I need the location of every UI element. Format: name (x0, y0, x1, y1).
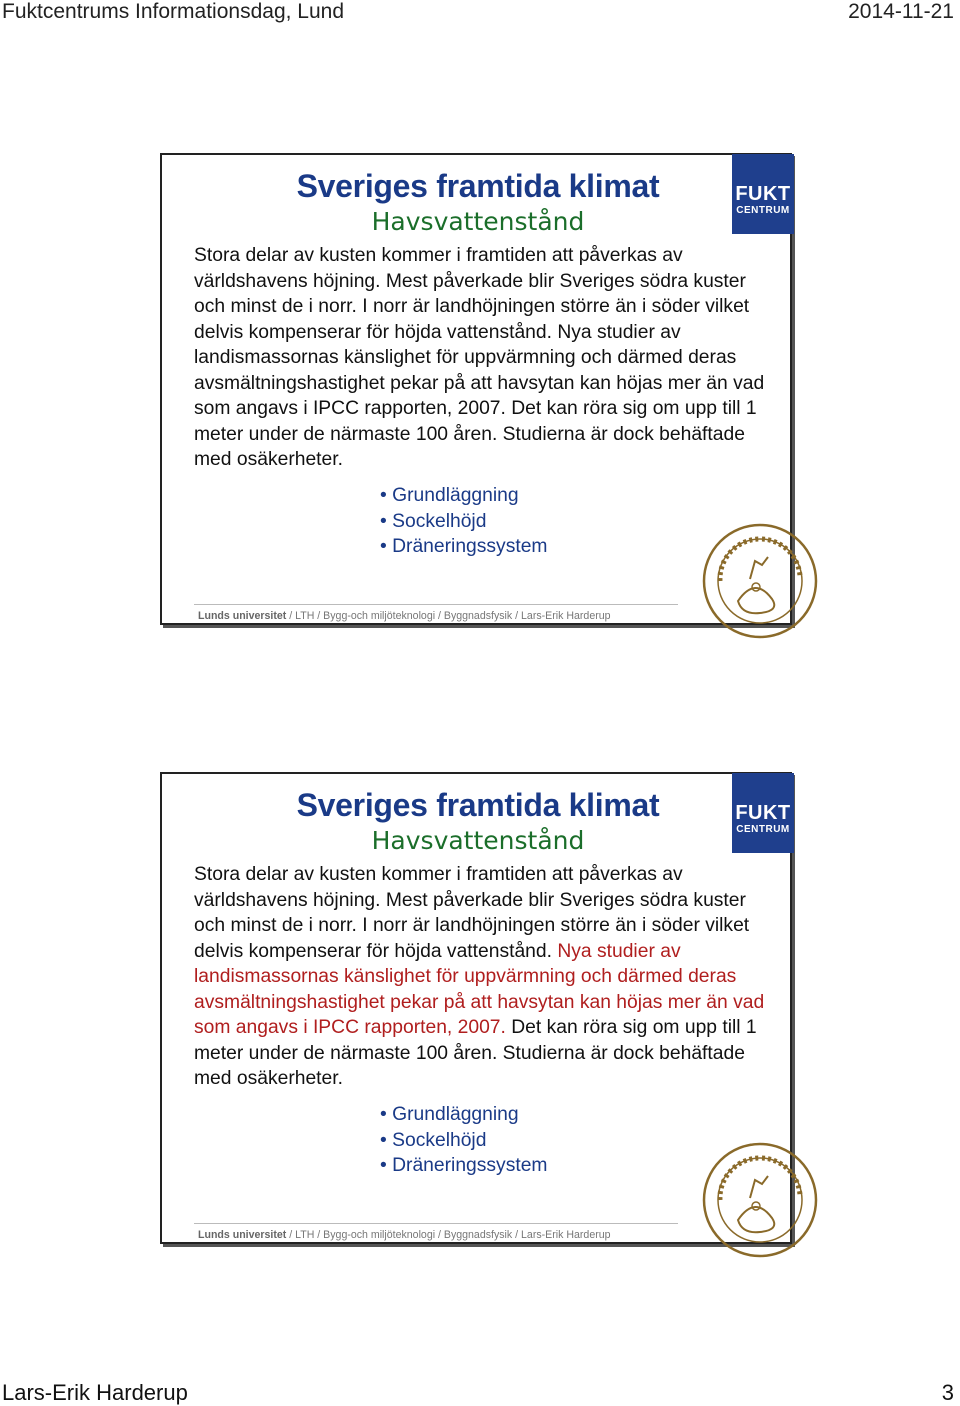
document-date: 2014-11-21 (848, 0, 954, 23)
page-number: 3 (941, 1380, 954, 1405)
slide-footer (198, 610, 611, 622)
footer-divider (194, 604, 678, 605)
slide-title: Sveriges framtida klimat (296, 168, 660, 204)
page-footer (0, 1376, 960, 1404)
logo-line-2: CENTRUM (736, 824, 790, 835)
body-text-part-2: Nya studier av landismassornas känslighet för uppvärmning och därmed deras avsmältningshastighet pekar på att havsytan kan höjas mer än vad som angavs i IPCC rapporten, 2007. (194, 321, 765, 419)
footer-department: / LTH / Bygg-och miljöteknologi / Byggnadsfysik / Lars-Erik Harderup (286, 610, 611, 622)
footer-university: Lunds universitet (198, 610, 287, 622)
bullet-item: • Dräneringssystem (380, 1153, 547, 1179)
page-header (0, 0, 960, 24)
body-text-part-1: Stora delar av kusten kommer i framtiden att påverkas av världshavens höjning. Mest påverkade blir Sveriges södra kuster och minst de i norr. I norr är landhöjningen större än i söder vilket delvis kompenserar för höjda vattenstånd. (194, 864, 750, 962)
footer-university: Lunds universitet (198, 1229, 287, 1241)
slide-subtitle: Havsvattenstånd (371, 826, 585, 855)
bullet-list (380, 483, 547, 560)
bullet-item: • Sockelhöjd (380, 509, 547, 535)
author-name: Lars-Erik Harderup (2, 1380, 188, 1405)
lund-university-seal-icon (700, 1140, 820, 1260)
slide-body-text (194, 862, 769, 1092)
document-title: Fuktcentrums Informationsdag, Lund (2, 0, 345, 23)
bullet-item: • Dräneringssystem (380, 534, 547, 560)
slide-subtitle: Havsvattenstånd (371, 207, 585, 236)
logo-line-2: CENTRUM (736, 205, 790, 216)
bullet-item: • Grundläggning (380, 1102, 547, 1128)
logo-line-1: FUKT (735, 183, 791, 205)
bullet-list (380, 1102, 547, 1179)
body-text-part-3: Det kan röra sig om upp till 1 meter under de närmaste 100 åren. Studierna är dock behäftade med osäkerheter. (194, 1017, 757, 1089)
fukt-centrum-logo (732, 154, 794, 234)
bullet-item: • Sockelhöjd (380, 1128, 547, 1154)
bullet-item: • Grundläggning (380, 483, 547, 509)
slide-title: Sveriges framtida klimat (296, 787, 660, 823)
slide-1 (160, 153, 792, 625)
footer-divider (194, 1223, 678, 1224)
logo-line-1: FUKT (735, 802, 791, 824)
fukt-centrum-logo (732, 773, 794, 853)
body-text-part-3: Det kan röra sig om upp till 1 meter under de närmaste 100 åren. Studierna är dock behäftade med osäkerheter. (194, 398, 757, 470)
body-text-part-2-highlighted: Nya studier av landismassornas känslighet för uppvärmning och därmed deras avsmältningshastighet pekar på att havsytan kan höjas mer än vad som angavs i IPCC rapporten, 2007. (194, 940, 765, 1038)
slide-2 (160, 772, 792, 1244)
slide-body-text (194, 243, 769, 473)
body-text-part-1: Stora delar av kusten kommer i framtiden att påverkas av världshavens höjning. Mest påverkade blir Sveriges södra kuster och minst de i norr. I norr är landhöjningen större än i söder vilket delvis kompenserar för höjda vattenstånd. (194, 245, 750, 343)
lund-university-seal-icon (700, 521, 820, 641)
slide-footer (198, 1229, 611, 1241)
footer-department: / LTH / Bygg-och miljöteknologi / Byggnadsfysik / Lars-Erik Harderup (286, 1229, 611, 1241)
